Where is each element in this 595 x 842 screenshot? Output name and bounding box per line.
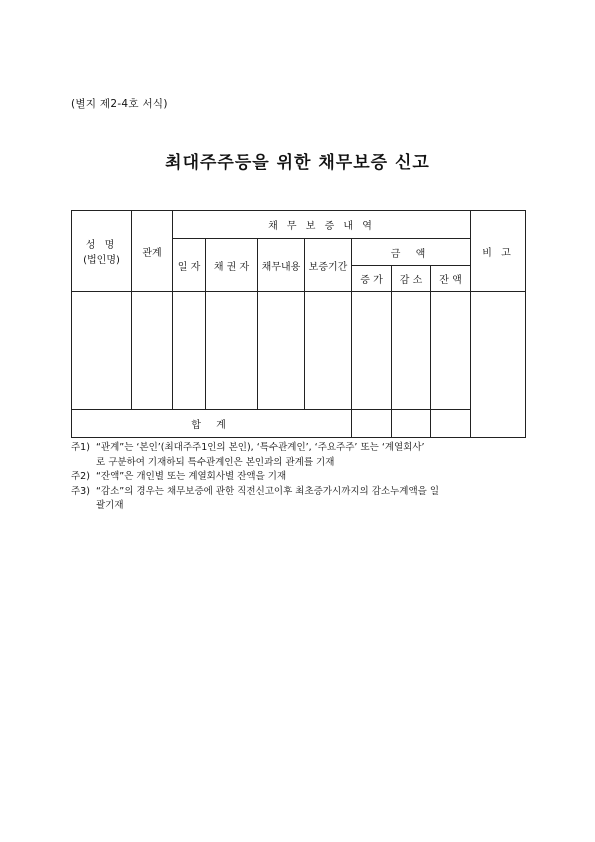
amount-header: 금 액 <box>352 239 471 266</box>
decrease-cell <box>392 292 431 410</box>
balance-header: 잔 액 <box>431 266 471 292</box>
balance-cell <box>431 292 471 410</box>
relation-header: 관계 <box>132 211 173 292</box>
total-row <box>72 410 526 438</box>
footnote-text: “잔액”은 개인별 또는 계열회사별 잔액을 기재 <box>96 471 287 482</box>
total-label: 합 계 <box>72 410 352 438</box>
remarks-header: 비 고 <box>471 211 526 292</box>
footnote-text: “관계”는 ‘본인’(최대주주1인의 본인), ‘특수관계인’, ‘주요주주’ 또는 ‘계열회사’ <box>96 442 425 453</box>
footnote-2 <box>71 470 533 485</box>
name-header-cell <box>72 211 132 292</box>
form-number-label: (별지 제2-4호 서식) <box>71 98 168 110</box>
total-increase-cell <box>352 410 392 438</box>
footnote-continuation: 괄기재 <box>96 500 124 511</box>
footnote-text: “감소”의 경우는 채무보증에 관한 직전신고이후 최초증가시까지의 감소누계액을 일 <box>96 485 440 497</box>
name-cell <box>72 292 132 410</box>
corporate-name-header: (법인명) <box>83 255 120 266</box>
footnote-continuation: 로 구분하여 기재하되 특수관계인은 본인과의 관계를 기재 <box>96 456 335 468</box>
total-balance-cell <box>431 410 471 438</box>
decrease-header: 감 소 <box>392 266 431 292</box>
footnotes <box>71 441 533 514</box>
debt-content-header: 채무내용 <box>258 239 305 292</box>
footnote-number: 주2) <box>71 471 90 482</box>
document-title: 최대주주등을 위한 채무보증 신고 <box>165 153 430 173</box>
table-row <box>72 292 526 410</box>
footnote-number: 주3) <box>71 485 90 497</box>
total-decrease-cell <box>392 410 431 438</box>
guarantee-details-header: 채 무 보 증 내 역 <box>173 211 471 239</box>
date-cell <box>173 292 206 410</box>
guarantee-period-cell <box>305 292 352 410</box>
name-header: 성 명 <box>85 240 118 251</box>
relation-cell <box>132 292 173 410</box>
footnote-number: 주1) <box>71 442 90 453</box>
date-header: 일 자 <box>173 239 206 292</box>
creditor-header: 채 권 자 <box>206 239 258 292</box>
increase-cell <box>352 292 392 410</box>
footnote-1 <box>71 441 533 456</box>
creditor-cell <box>206 292 258 410</box>
guarantee-report-table <box>71 210 526 438</box>
remarks-cell <box>471 292 526 438</box>
footnote-3 <box>71 485 533 500</box>
increase-header: 증 가 <box>352 266 392 292</box>
guarantee-period-header: 보증기간 <box>305 239 352 292</box>
debt-content-cell <box>258 292 305 410</box>
